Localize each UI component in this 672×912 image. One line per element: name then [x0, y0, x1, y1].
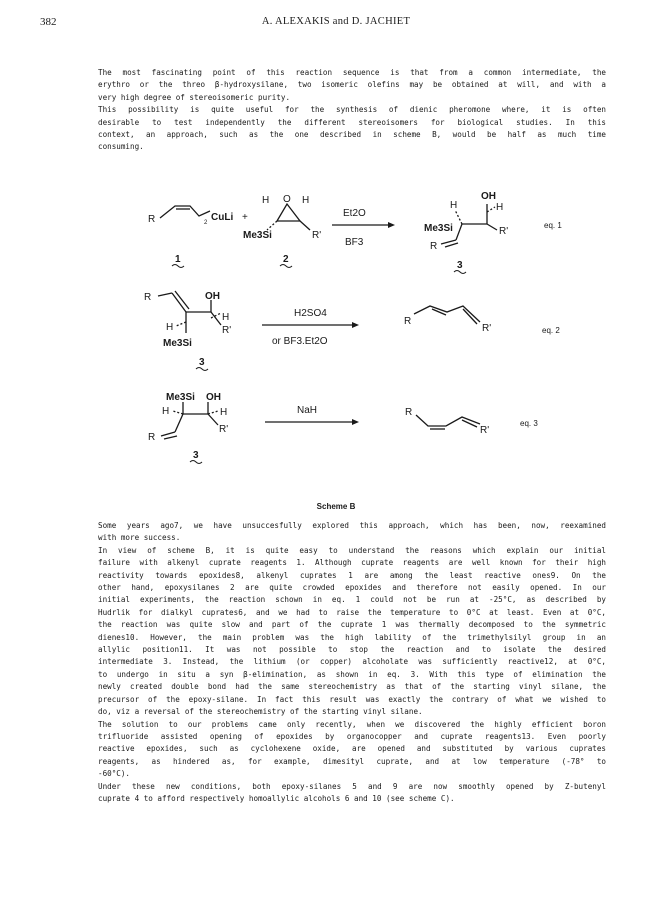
- eq2-reagent-above: H2SO4: [294, 308, 327, 319]
- me3si-label: Me3Si: [424, 223, 453, 234]
- page-header: [0, 16, 672, 32]
- text-line: The solution to our problems came only recently, when we discovered the highly efficient boron: [98, 719, 606, 729]
- h-label: H: [166, 322, 174, 333]
- text-line: the reaction was quite slow and part of the cuprate 1 was thermally decomposed to the symmetric: [98, 620, 606, 630]
- text-line: reactive epoxides, such as cyclohexene oxide, are opened and substituted by various cuprates: [98, 744, 606, 754]
- text-line: with more success.: [98, 533, 181, 543]
- eq1-reactant-cuprate: [160, 206, 210, 218]
- r-label: R: [148, 432, 156, 443]
- text-line: intermediate 3. Instead, the lithium (or copper) alcoholate was sufficiently reactive12, at 0°C,: [98, 657, 606, 667]
- text-line: very high degree of stereoisomeric purity.: [98, 92, 291, 102]
- eq3-cpd: 3: [193, 450, 199, 461]
- eq2-reactant: [158, 291, 221, 333]
- eq1-plus: +: [242, 212, 248, 223]
- text-line: initial experiments, the reaction schown in eq. 1 could not be run at -25°C, as described by: [98, 595, 606, 605]
- eq1-epoxysilane: [267, 204, 310, 230]
- intro-paragraph: [98, 67, 606, 154]
- rp-label: R': [499, 226, 509, 237]
- h-label: H: [302, 195, 310, 206]
- text-line: precursor of the epoxy-silane. In fact this result was exactly the contrary of what we wished to: [98, 694, 606, 704]
- o-label: O: [283, 194, 291, 205]
- oh-label: OH: [206, 392, 221, 403]
- arrowhead-icon: [352, 322, 359, 328]
- text-line: -60°C).: [98, 769, 131, 779]
- text-line: do, viz a reversal of the stereochemistry of the starting vinyl silane.: [98, 707, 423, 717]
- eq1-sub2: 2: [204, 220, 208, 226]
- arrowhead-icon: [352, 419, 359, 425]
- text-line: reactivity towards epoxides8, alkenyl cuprates 1 are among the least reactive ones9. On the: [98, 570, 606, 580]
- text-line: trifluoride assisted opening of epoxides by organocopper and cuprate reagents13. Even poorly: [98, 731, 606, 741]
- eq1-cpd1: 1: [175, 254, 181, 265]
- oh-label: OH: [205, 291, 220, 302]
- eq2-label: eq. 2: [542, 326, 560, 335]
- text-line: erythro or the threo β-hydroxysilane, two isomeric olefins may be obtained at will, and with a: [98, 80, 606, 90]
- text-line: In view of scheme B, it is quite easy to understand the reasons which explain our initial: [98, 545, 606, 555]
- h-label: H: [162, 406, 170, 417]
- text-line: Under these new conditions, both epoxy-silanes 5 and 9 are now smoothly opened by Z-butenyl: [98, 781, 606, 791]
- eq1-cpd3: 3: [457, 260, 463, 271]
- rp-label: R': [219, 424, 229, 435]
- text-line: allylic position11. It was not possible to stop the reaction and to isolate the desired: [98, 645, 606, 655]
- scheme-caption: Scheme B: [316, 502, 356, 511]
- h-label: H: [222, 312, 230, 323]
- body-paragraph: [98, 520, 606, 805]
- rp-label: R': [312, 230, 322, 241]
- text-line: desirable to test independently the different stereoisomers for biological studies. In this: [98, 117, 606, 127]
- eq1-label: eq. 1: [544, 221, 562, 230]
- text-line: other hand, epoxysilanes 2 are quite crowded epoxides and therefore not easily opened. In our: [98, 583, 606, 593]
- text-line: dienes10. However, the main problem was the high lability of the trimethylsilyl group in an: [98, 632, 606, 642]
- text-line: failure with alkenyl cuprate reagents 1. Although cuprate reagents are well known for their high: [98, 558, 606, 568]
- eq2-reagent-below: or BF3.Et2O: [272, 336, 328, 347]
- eq2-product: [414, 306, 480, 324]
- page-number: 382: [40, 16, 57, 28]
- eq1-reagent-below: BF3: [345, 237, 364, 248]
- me3si-label: Me3Si: [243, 230, 272, 241]
- text-line: Hudrlik for dialkyl cuprates6, and we had to raise the temperature to 0°C at least. Even at 0°C,: [98, 607, 606, 617]
- r-label: R: [144, 292, 152, 303]
- running-head: A. ALEXAKIS and D. JACHIET: [261, 16, 411, 27]
- r-label: R: [430, 241, 438, 252]
- rp-label: R': [222, 325, 232, 336]
- tilde-mark: [280, 265, 292, 268]
- eq1-cpd2: 2: [283, 254, 289, 265]
- h-label: H: [496, 202, 504, 213]
- arrowhead-icon: [388, 222, 395, 228]
- h-label: H: [450, 200, 458, 211]
- oh-label: OH: [481, 191, 496, 202]
- text-line: The most fascinating point of this reaction sequence is that from a common intermediate, the: [98, 68, 606, 77]
- text-line: This possibility is quite useful for the synthesis of dienic pheromone where, it is often: [98, 105, 606, 115]
- text-line: consuming.: [98, 142, 144, 152]
- text-line: context, an approach, such as the one described in scheme B, would be half as much time: [98, 130, 606, 140]
- text-line: to undergo in situ a syn β-elimination, as shown in eq. 3. With this type of elimination the: [98, 669, 606, 679]
- eq3-label: eq. 3: [520, 419, 538, 428]
- me3si-label: Me3Si: [166, 392, 195, 403]
- text-line: cuprate 4 to afford respectively homoallylic alcohols 6 and 10 (see scheme C).: [98, 793, 455, 803]
- r-label: R: [405, 407, 413, 418]
- tilde-mark: [190, 461, 202, 464]
- eq1-product: [441, 204, 497, 247]
- tilde-mark: [172, 265, 184, 268]
- h-label: H: [262, 195, 270, 206]
- eq3-product: [416, 415, 480, 429]
- tilde-mark: [454, 271, 466, 274]
- rp-label: R': [480, 425, 490, 436]
- eq3-reagent-above: NaH: [297, 405, 318, 416]
- text-line: reagents, as hindered as, for example, dimesityl cuprate, and at low temperature (-78° to: [98, 756, 606, 766]
- rp-label: R': [482, 323, 492, 334]
- me3si-label: Me3Si: [163, 338, 192, 349]
- eq2-cpd: 3: [199, 357, 205, 368]
- eq3-reactant: [161, 402, 218, 439]
- h-label: H: [220, 407, 228, 418]
- text-line: newly created double bond had the same stereochemistry as that of the starting vinyl silane, the: [98, 682, 606, 692]
- eq1-culi-label: CuLi: [211, 212, 234, 223]
- eq1-reagent-above: Et2O: [343, 208, 366, 219]
- eq1-r-label: R: [148, 214, 156, 225]
- tilde-mark: [196, 368, 208, 371]
- text-line: Some years ago7, we have unsuccesfully explored this approach, which has been, now, reexamined: [98, 521, 606, 530]
- r-label: R: [404, 316, 412, 327]
